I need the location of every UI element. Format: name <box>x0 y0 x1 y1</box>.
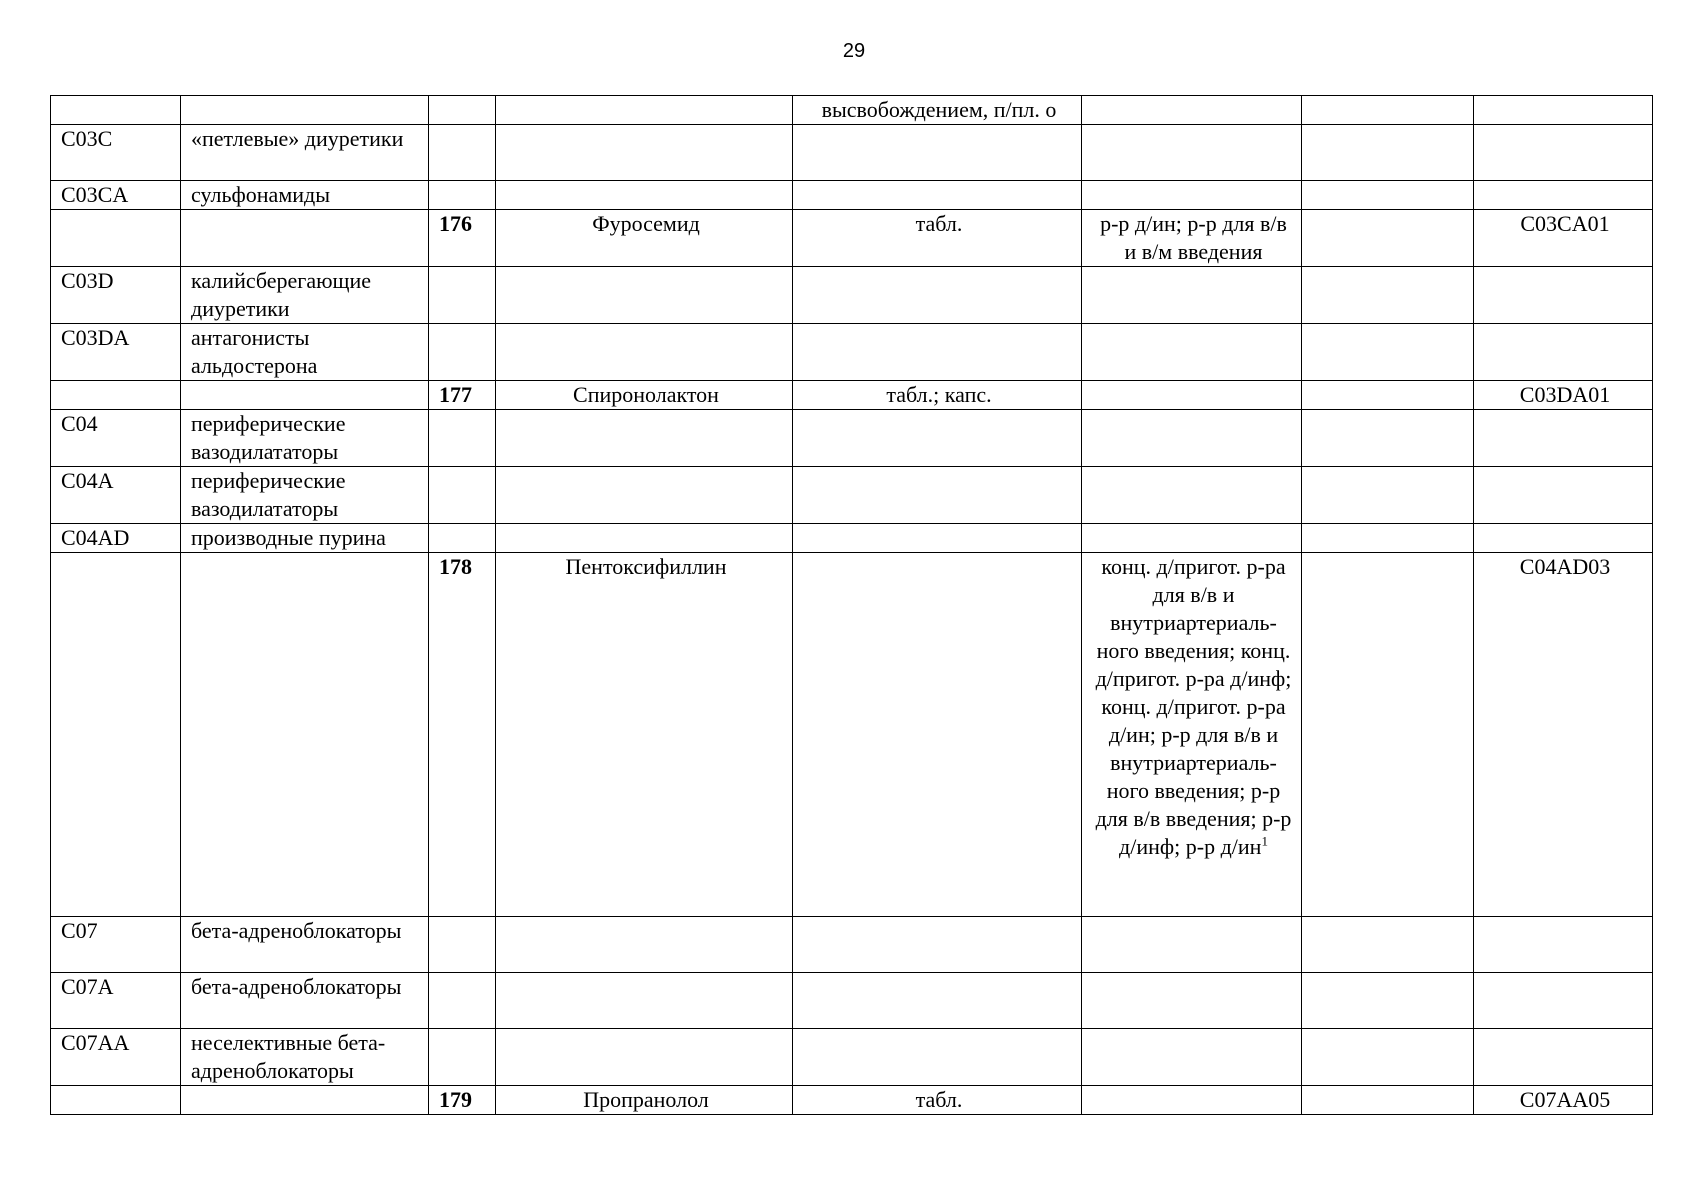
dosage-form-cell <box>793 125 1082 181</box>
group-name-cell <box>181 181 429 210</box>
atc-full-code-cell <box>1474 181 1653 210</box>
atc-full-code-cell <box>1474 917 1653 973</box>
drug-name-cell <box>496 410 793 467</box>
drug-name-cell <box>496 381 793 410</box>
atc-code-cell <box>51 125 181 181</box>
dosage-form-cell <box>793 267 1082 324</box>
dosage-form-text: табл. <box>915 211 963 236</box>
item-number-cell <box>429 381 496 410</box>
item-number-cell <box>429 324 496 381</box>
atc-code-text: C07 <box>61 918 98 943</box>
note-cell <box>1302 1086 1474 1115</box>
drug-name-cell <box>496 1029 793 1086</box>
injection-form-cell <box>1082 96 1302 125</box>
atc-code-cell <box>51 210 181 267</box>
atc-full-code-text: C07AA05 <box>1519 1087 1611 1112</box>
table-row <box>51 553 1653 917</box>
table-row <box>51 467 1653 524</box>
atc-code-cell <box>51 267 181 324</box>
atc-code-text: C04A <box>61 468 114 493</box>
injection-form-cell <box>1082 917 1302 973</box>
atc-full-code-cell <box>1474 553 1653 917</box>
table-row <box>51 125 1653 181</box>
group-name-text: производные пурина <box>191 525 386 550</box>
atc-code-cell <box>51 1029 181 1086</box>
dosage-form-cell <box>793 917 1082 973</box>
dosage-form-text: табл.; капс. <box>886 382 992 407</box>
table-row <box>51 324 1653 381</box>
note-cell <box>1302 524 1474 553</box>
drug-name-text: Спиронолактон <box>573 382 719 407</box>
atc-full-code-cell <box>1474 410 1653 467</box>
atc-full-code-cell <box>1474 1086 1653 1115</box>
group-name-cell <box>181 125 429 181</box>
item-number-cell <box>429 181 496 210</box>
atc-code-text: C04 <box>61 411 98 436</box>
item-number-cell <box>429 973 496 1029</box>
injection-form-cell <box>1082 267 1302 324</box>
note-cell <box>1302 267 1474 324</box>
drug-name-cell <box>496 125 793 181</box>
atc-full-code-cell <box>1474 381 1653 410</box>
item-number-cell <box>429 467 496 524</box>
note-cell <box>1302 324 1474 381</box>
item-number-cell <box>429 210 496 267</box>
item-number-cell <box>429 267 496 324</box>
item-number-cell <box>429 524 496 553</box>
atc-full-code-cell <box>1474 324 1653 381</box>
note-cell <box>1302 381 1474 410</box>
table-row <box>51 96 1653 125</box>
item-number-text: 179 <box>439 1087 472 1112</box>
group-name-text: бета-адреноблокаторы <box>191 974 402 999</box>
drug-name-cell <box>496 210 793 267</box>
atc-full-code-text: C04AD03 <box>1519 554 1611 579</box>
atc-code-cell <box>51 96 181 125</box>
drug-name-cell <box>496 524 793 553</box>
atc-code-text: C04AD <box>61 525 130 550</box>
group-name-cell <box>181 96 429 125</box>
atc-full-code-cell <box>1474 973 1653 1029</box>
dosage-form-cell <box>793 181 1082 210</box>
injection-form-cell <box>1082 381 1302 410</box>
note-cell <box>1302 917 1474 973</box>
dosage-form-cell <box>793 410 1082 467</box>
group-name-text: сульфонамиды <box>191 182 330 207</box>
page-number: 29 <box>842 40 866 62</box>
injection-form-cell <box>1082 210 1302 267</box>
group-name-cell <box>181 210 429 267</box>
atc-code-cell <box>51 181 181 210</box>
dosage-form-cell <box>793 524 1082 553</box>
injection-form-cell <box>1082 973 1302 1029</box>
dosage-form-text: табл. <box>915 1087 963 1112</box>
dosage-form-cell <box>793 96 1082 125</box>
group-name-text: калийсберегающие диуретики <box>191 268 372 321</box>
atc-full-code-cell <box>1474 1029 1653 1086</box>
group-name-cell <box>181 524 429 553</box>
table-row <box>51 1086 1653 1115</box>
drug-table <box>50 95 1653 1115</box>
table-row <box>51 973 1653 1029</box>
atc-full-code-cell <box>1474 467 1653 524</box>
drug-name-text: Пентоксифиллин <box>565 554 727 579</box>
note-cell <box>1302 125 1474 181</box>
table-row <box>51 410 1653 467</box>
drug-name-cell <box>496 1086 793 1115</box>
dosage-form-cell <box>793 210 1082 267</box>
injection-form-cell <box>1082 125 1302 181</box>
item-number-cell <box>429 917 496 973</box>
footnote-marker: 1 <box>1261 833 1268 849</box>
table-row <box>51 210 1653 267</box>
group-name-cell <box>181 467 429 524</box>
item-number-text: 177 <box>439 382 472 407</box>
item-number-cell <box>429 410 496 467</box>
atc-code-cell <box>51 973 181 1029</box>
atc-full-code-cell <box>1474 524 1653 553</box>
item-number-text: 176 <box>439 211 472 236</box>
drug-name-cell <box>496 553 793 917</box>
item-number-text: 178 <box>439 554 472 579</box>
table-row <box>51 917 1653 973</box>
group-name-cell <box>181 553 429 917</box>
group-name-cell <box>181 1086 429 1115</box>
atc-code-cell <box>51 917 181 973</box>
group-name-cell <box>181 381 429 410</box>
note-cell <box>1302 181 1474 210</box>
group-name-text: периферические вазодилататоры <box>191 468 346 521</box>
group-name-text: «петлевые» диуретики <box>191 126 404 151</box>
injection-form-cell <box>1082 467 1302 524</box>
injection-form-text: конц. д/пригот. р-ра для в/в и внутриартериаль-ного введения; конц. д/пригот. р-ра д/инф; конц. д/пригот. р-ра д/ин; р-р для в/в и внутриартериаль-ного введения; р-р для в/в введения; р-р д/инф; р-р д/ин <box>1095 554 1292 859</box>
atc-full-code-cell <box>1474 210 1653 267</box>
drug-name-cell <box>496 181 793 210</box>
item-number-cell <box>429 1029 496 1086</box>
drug-name-text: Пропранолол <box>583 1087 709 1112</box>
drug-name-cell <box>496 267 793 324</box>
injection-form-cell <box>1082 181 1302 210</box>
atc-code-cell <box>51 467 181 524</box>
drug-name-cell <box>496 96 793 125</box>
atc-full-code-text: C03CA01 <box>1520 211 1610 236</box>
drug-name-text: Фуросемид <box>592 211 700 236</box>
dosage-form-cell <box>793 1086 1082 1115</box>
injection-form-text: р-р д/ин; р-р для в/в и в/м введения <box>1100 211 1287 264</box>
note-cell <box>1302 553 1474 917</box>
group-name-text: антагонисты альдостерона <box>191 325 318 378</box>
atc-code-cell <box>51 553 181 917</box>
table-row <box>51 267 1653 324</box>
atc-code-text: C03D <box>61 268 114 293</box>
injection-form-cell <box>1082 524 1302 553</box>
injection-form-cell <box>1082 1029 1302 1086</box>
table-row <box>51 1029 1653 1086</box>
dosage-form-cell <box>793 324 1082 381</box>
table-row <box>51 524 1653 553</box>
atc-code-cell <box>51 1086 181 1115</box>
atc-code-text: C07AA <box>61 1030 130 1055</box>
atc-code-text: C03DA <box>61 325 130 350</box>
group-name-cell <box>181 324 429 381</box>
group-name-cell <box>181 267 429 324</box>
group-name-cell <box>181 917 429 973</box>
injection-form-cell <box>1082 324 1302 381</box>
group-name-cell <box>181 973 429 1029</box>
item-number-cell <box>429 553 496 917</box>
atc-code-text: C03CA <box>61 182 129 207</box>
dosage-form-cell <box>793 553 1082 917</box>
dosage-form-text: высвобождением, п/пл. о <box>821 97 1057 122</box>
atc-full-code-text: C03DA01 <box>1519 382 1611 407</box>
group-name-text: бета-адреноблокаторы <box>191 918 402 943</box>
atc-code-text: C07A <box>61 974 114 999</box>
group-name-cell <box>181 410 429 467</box>
note-cell <box>1302 96 1474 125</box>
injection-form-cell <box>1082 553 1302 917</box>
item-number-cell <box>429 125 496 181</box>
note-cell <box>1302 210 1474 267</box>
group-name-text: периферические вазодилататоры <box>191 411 346 464</box>
dosage-form-cell <box>793 467 1082 524</box>
atc-code-cell <box>51 410 181 467</box>
note-cell <box>1302 1029 1474 1086</box>
dosage-form-cell <box>793 973 1082 1029</box>
atc-code-cell <box>51 324 181 381</box>
atc-code-text: C03C <box>61 126 113 151</box>
dosage-form-cell <box>793 381 1082 410</box>
dosage-form-cell <box>793 1029 1082 1086</box>
note-cell <box>1302 467 1474 524</box>
drug-name-cell <box>496 467 793 524</box>
atc-full-code-cell <box>1474 125 1653 181</box>
table-row <box>51 181 1653 210</box>
item-number-cell <box>429 96 496 125</box>
note-cell <box>1302 973 1474 1029</box>
drug-name-cell <box>496 917 793 973</box>
drug-name-cell <box>496 324 793 381</box>
note-cell <box>1302 410 1474 467</box>
item-number-cell <box>429 1086 496 1115</box>
atc-full-code-cell <box>1474 267 1653 324</box>
group-name-text: неселективные бета-адреноблокаторы <box>191 1030 386 1083</box>
table-row <box>51 381 1653 410</box>
group-name-cell <box>181 1029 429 1086</box>
injection-form-cell <box>1082 1086 1302 1115</box>
injection-form-cell <box>1082 410 1302 467</box>
drug-name-cell <box>496 973 793 1029</box>
atc-code-cell <box>51 524 181 553</box>
atc-full-code-cell <box>1474 96 1653 125</box>
atc-code-cell <box>51 381 181 410</box>
